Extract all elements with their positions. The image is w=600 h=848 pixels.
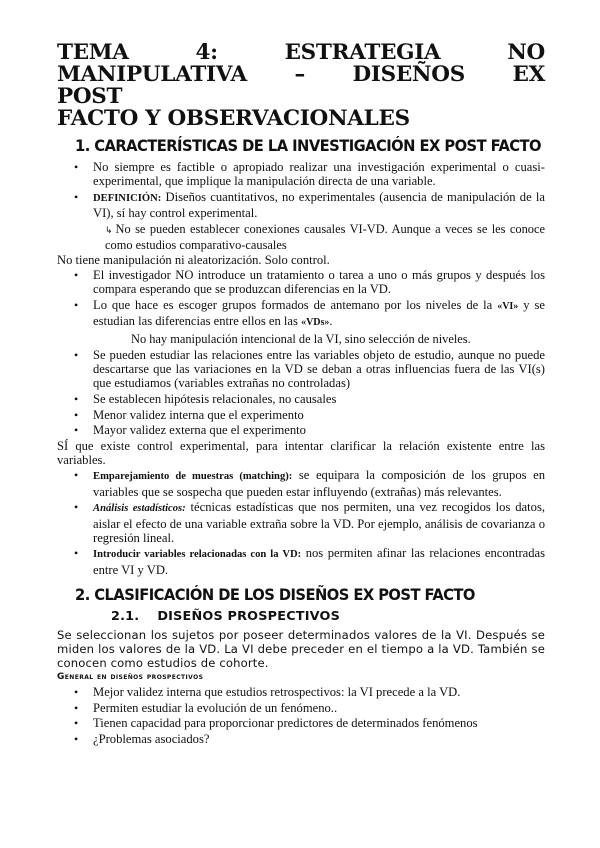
list-item-text: Lo que hace es escoger grupos formados de antemano por los niveles de la xyxy=(93,297,498,312)
list-item xyxy=(93,546,545,576)
arrow-return-icon: ↳ xyxy=(105,225,113,236)
sub-note-text: No se pueden establecer conexiones causales VI-VD. Aunque a veces se les conoce como estudios comparativo-causales xyxy=(105,221,545,252)
bullet-list-d xyxy=(57,468,545,576)
vi-term: «VI» xyxy=(497,300,519,312)
paragraph: No tiene manipulación ni aleatorización. Solo control. xyxy=(57,252,330,267)
document-page xyxy=(57,42,545,748)
title-word: ESTRATEGIA xyxy=(284,40,441,65)
list-item xyxy=(93,268,545,296)
list-item: • Tienen capacidad para proporcionar predictores de determinados fenómenos xyxy=(93,716,545,730)
section-1-heading: 1. CARACTERÍSTICAS DE LA INVESTIGACIÓN EX POST FACTO xyxy=(75,136,542,155)
title-word: TEMA xyxy=(57,40,129,65)
list-item-text: se equipara la composición de los grupos en variables que se sospecha que pueden estar influyendo (extrañas) más relevantes. xyxy=(93,468,545,499)
list-item xyxy=(93,298,545,330)
page-title xyxy=(57,42,545,130)
list-item: • Se establecen hipótesis relacionales, no causales xyxy=(93,392,545,406)
list-item: • Menor validez interna que el experimento xyxy=(93,408,545,422)
list-item-text: No siempre es factible o apropiado realizar una investigación experimental o cuasi-experimental, que implique la manipulación directa de una variable. xyxy=(93,160,545,189)
bullet-list-e xyxy=(57,685,545,746)
list-item: • Mejor validez interna que estudios retrospectivos: la VI precede a la VD. xyxy=(93,685,545,699)
list-item-text: y se estudian las diferencias entre ellos en las xyxy=(93,297,545,329)
item-label: Introducir variables relacionadas con la VD: xyxy=(93,549,302,561)
list-item-text: El investigador NO introduce un tratamiento o tarea a uno o más grupos y después los compara esperando que se produzcan diferencias en la VD. xyxy=(93,268,545,297)
title-line-2: MANIPULATIVA – DISEÑOS EX POST xyxy=(57,62,545,109)
bullet-list-b xyxy=(57,268,545,330)
minor-heading: General en diseños prospectivos xyxy=(57,671,204,682)
title-line-3: FACTO Y OBSERVACIONALES xyxy=(57,106,410,131)
paragraph: Se seleccionan los sujetos por poseer determinados valores de la VI. Después se miden los valores de la VD. La VI debe preceder en el tiempo a la VD. También se conocen como estudios de cohorte. xyxy=(57,627,545,670)
item-label: Análisis estadísticos: xyxy=(93,503,186,515)
list-item: • Mayor validez externa que el experimento xyxy=(93,423,545,437)
bullet-list-c xyxy=(57,348,545,438)
list-item xyxy=(93,468,545,498)
definition-label: DEFINICIÓN: xyxy=(93,192,162,204)
item-label: Emparejamiento de muestras (matching): xyxy=(93,471,293,483)
list-item-text: Diseños cuantitativos, no experimentales (ausencia de manipulación de la VI), sí hay control experimental. xyxy=(93,189,545,221)
title-line-1 xyxy=(57,42,545,64)
bullet-list-a xyxy=(57,160,545,220)
list-item-text: . xyxy=(329,314,333,329)
list-item-text: técnicas estadísticas que nos permiten, una vez recogidos los datos, aislar el efecto de una variable extraña sobre la VD. Por ejemplo, análisis de covarianza o regresión lineal. xyxy=(93,500,545,545)
paragraph: SÍ que existe control experimental, para intentar clarificar la relación existente entre las variables. xyxy=(57,439,545,468)
vd-term: «VDs» xyxy=(301,317,330,329)
title-word: NO xyxy=(507,40,545,65)
list-item-text: nos permiten afinar las relaciones encontradas entre VI y VD. xyxy=(93,546,546,577)
subsection-heading xyxy=(111,609,545,625)
indent-note: No hay manipulación intencional de la VI, sino selección de niveles. xyxy=(131,331,471,346)
list-item xyxy=(93,500,545,545)
subsection-title: DISEÑOS PROSPECTIVOS xyxy=(157,608,341,624)
section-2-heading: 2. CLASIFICACIÓN DE LOS DISEÑOS EX POST FACTO xyxy=(75,584,475,604)
list-item: • ¿Problemas asociados? xyxy=(93,732,545,746)
title-word: 4: xyxy=(195,40,218,65)
list-item xyxy=(93,160,545,188)
subsection-number: 2.1. xyxy=(111,608,140,624)
list-item: • Permiten estudiar la evolución de un fenómeno.. xyxy=(93,701,545,715)
list-item: • Se pueden estudiar las relaciones entre las variables objeto de estudio, aunque no puede descartarse que las variaciones en la VD se deban a otras influencias fuera de las VI(s) que estudiamos (variables extrañas no controladas) xyxy=(93,348,545,391)
list-item xyxy=(93,190,545,220)
sub-note xyxy=(105,222,545,252)
